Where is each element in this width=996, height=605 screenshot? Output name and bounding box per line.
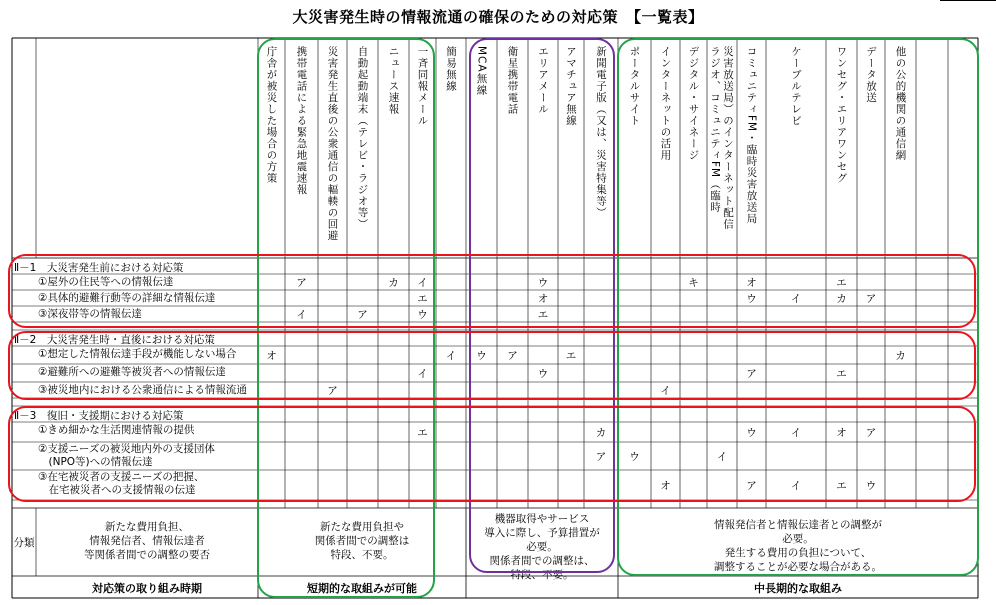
table-cell: イ [417,368,428,380]
table-cell: ウ [746,427,757,439]
table-cell: イ [417,277,428,289]
table-cell: エ [417,293,428,305]
table-cell: ア [746,480,757,492]
column-header: エリアメール [537,46,549,115]
classification-left-note: 新たな費用負担、 情報発信者、情報伝達者 等関係者間での調整の要否 [84,521,210,561]
table-cell: キ [688,277,699,289]
page-title: 大災害発生時の情報流通の確保のための対応策 【一覧表】 [292,8,704,26]
column-header: MCA無線 [475,46,488,96]
table-cell: オ [660,480,671,492]
table-cell: ア [296,277,307,289]
table-cell: カ [388,277,399,289]
column-header: 衛星携帯電話 [506,46,519,115]
row-label: ②支援ニーズの被災地内外の支援団体 (NPO等)への情報伝達 [38,443,215,468]
column-header: 携帯電話による緊急地震速報 [295,46,308,196]
row-label: ③被災地内における公衆通信による情報流通 [38,384,247,396]
table-cell: ア [746,368,757,380]
column-header: ワンセグ・エリアワンセグ [835,46,848,184]
table-cell: オ [746,277,757,289]
table-cell: エ [836,277,847,289]
table-cell: ウ [537,368,549,380]
footer-timing-label: 対応策の取り組み時期 [92,582,202,595]
table-cell: ウ [629,451,640,463]
footer-long-term: 中長期的な取組み [754,582,842,595]
row-label: ③在宅被災者の支援ニーズの把握、 在宅被災者への支援情報の伝達 [38,471,205,496]
column-header: コミュニティFM・臨時災害放送局 [745,46,758,225]
column-header: 災害発生直後の公衆通信の輻輳の回避 [326,46,339,242]
classification-group1-note: 新たな費用負担や 関係者間での調整は 特段、不要。 [314,521,410,561]
row-label: ①屋外の住民等への情報伝達 [38,276,174,288]
table-cell: イ [660,385,671,397]
column-header: インターネットの活用 [659,46,672,161]
table-cell: ウ [476,350,487,362]
classification-label: 分類 [13,537,35,549]
table-cell: オ [266,350,277,362]
table-cell: エ [565,350,577,362]
table-cell: カ [595,427,607,439]
table-cell: ア [507,350,518,362]
column-header: 自動起動端末（テレビ・ラジオ等） [356,46,369,230]
table-cell: エ [537,309,549,321]
column-header: ポータルサイト [628,46,641,127]
column-header: デジタル・サイネージ [687,46,700,161]
table-cell: カ [895,350,906,362]
table-cell: イ [296,309,307,321]
table-cell: エ [417,427,428,439]
table-cell: ウ [417,309,428,321]
table-cell: ア [357,309,368,321]
table-cell: エ [836,368,847,380]
table-cell: イ [716,451,728,463]
row-label: ①きめ細かな生活関連情報の提供 [38,424,195,436]
row-label: ①想定した情報伝達手段が機能しない場合 [38,348,237,360]
row-label: ②具体的避難行動等の詳細な情報伝達 [38,292,216,304]
section-label: Ⅱ－2 大災害発生時・直後における対応策 [14,334,215,346]
classification-group2-note: 機器取得やサービス 導入に際し、予算措置が 必要。 関係者間での調整は、 特段、不要。 [484,513,600,581]
table-cell: イ [445,350,457,362]
section-label: Ⅱ－3 復旧・支援期における対応策 [14,410,184,422]
column-header: 簡易無線 [445,46,457,92]
column-header: データ放送 [865,46,877,104]
table-cell: オ [537,293,549,305]
footer-short-term: 短期的な取組みが可能 [307,582,417,595]
table-cell: ウ [537,277,549,289]
table-cell: オ [836,427,847,439]
classification-group3-note: 情報発信者と情報伝達者との調整が 必要。 発生する費用の負担について、 調整することが必要な場合がある。 [714,519,882,573]
table-cell: ア [865,293,877,305]
column-header: アマチュア無線 [565,46,577,127]
column-header: 災害放送局）のインターネット配信 ラジオ、コミュニティFM（臨時 [709,46,734,230]
table-cell: イ [790,293,802,305]
column-header: 他の公的機関の通信網 [894,46,907,161]
table-cell: ア [595,451,607,463]
table-cell: カ [836,293,847,305]
column-header: ニュース速報 [387,46,400,115]
row-label: ③深夜帯等の情報伝達 [38,308,142,320]
table-cell: ア [327,385,338,397]
column-header: 一斉同報メール [416,46,429,127]
table-cell: ウ [865,480,877,492]
row-label: ②避難所への避難等被災者への情報伝達 [38,366,226,378]
table-cell: エ [836,480,847,492]
column-header: 新聞電子版（又は、災害特集等） [595,46,607,219]
table-cell: ア [865,427,877,439]
table-cell: イ [790,480,802,492]
table-cell: ウ [746,293,757,305]
column-header: ケーブルテレビ [790,46,802,127]
section-label: Ⅱ－1 大災害発生前における対応策 [14,262,184,274]
table-cell: イ [790,427,802,439]
column-header: 庁舎が被災した場合の方策 [265,46,278,184]
